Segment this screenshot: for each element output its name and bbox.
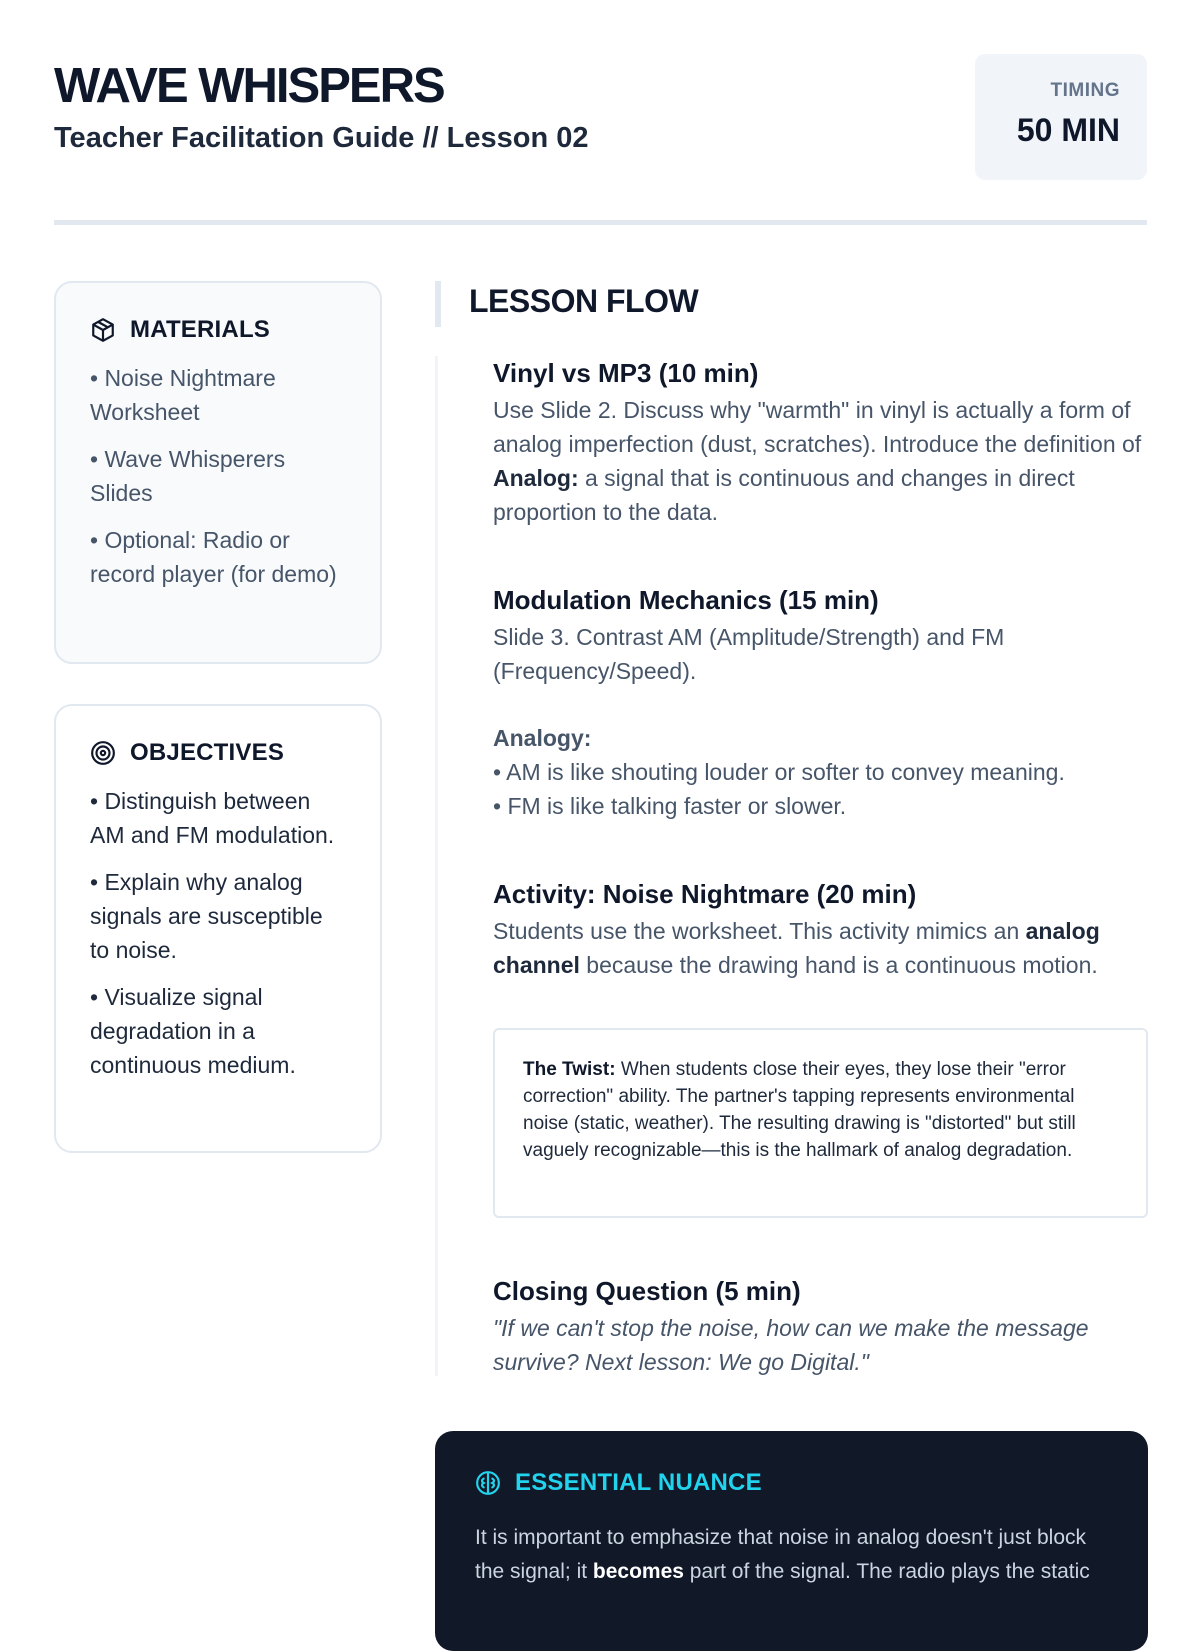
target-icon	[90, 740, 116, 766]
step-body	[493, 914, 1148, 982]
materials-header	[90, 315, 348, 345]
nuance-body	[475, 1521, 1108, 1589]
nuance-title: ESSENTIAL NUANCE	[515, 1469, 762, 1496]
essential-nuance-card	[435, 1431, 1148, 1651]
nuance-body-emphasis: becomes	[592, 1560, 684, 1583]
materials-list	[90, 361, 348, 591]
twist-callout	[493, 1028, 1148, 1218]
analogy-item: • AM is like shouting louder or softer to convey meaning.	[493, 759, 1065, 785]
objectives-card	[54, 704, 382, 1153]
analogy-item: • FM is like talking faster or slower.	[493, 793, 847, 819]
list-item: • Visualize signal degradation in a continuous medium.	[90, 984, 296, 1078]
list-item: • Explain why analog signals are susceptible to noise.	[90, 869, 323, 963]
timeline-line	[435, 356, 438, 1376]
objectives-header	[90, 738, 348, 768]
step-body-emphasis: analog channel	[493, 918, 1100, 978]
list-item: • Optional: Radio or record player (for demo)	[90, 527, 337, 587]
step-body: Slide 3. Contrast AM (Amplitude/Strength) and FM (Frequency/Speed).	[493, 624, 1005, 684]
nuance-body-text: It is important to emphasize that noise in analog doesn't just block the signal; it	[475, 1526, 1087, 1583]
page-subtitle: Teacher Facilitation Guide // Lesson 02	[54, 122, 589, 154]
step-vinyl-vs-mp3	[493, 355, 1148, 529]
closing-quote: "If we can't stop the noise, how can we make the message survive? Next lesson: We go Digital."	[493, 1315, 1089, 1375]
brain-icon	[475, 1470, 501, 1496]
materials-title: MATERIALS	[130, 316, 271, 343]
timing-badge	[975, 54, 1147, 180]
step-body-text: a signal that is continuous and changes in direct proportion to the data.	[493, 465, 1075, 525]
nuance-body-text: part of the signal. The radio plays the static	[683, 1560, 1090, 1583]
step-title: Modulation Mechanics (15 min)	[493, 585, 879, 615]
step-body	[493, 393, 1148, 529]
twist-label: The Twist:	[523, 1059, 616, 1080]
step-title: Vinyl vs MP3 (10 min)	[493, 358, 759, 388]
box-icon	[90, 317, 116, 343]
objectives-list	[90, 784, 348, 1082]
step-modulation-mechanics	[493, 582, 1148, 823]
step-title: Closing Question (5 min)	[493, 1276, 801, 1306]
step-title: Activity: Noise Nightmare (20 min)	[493, 879, 917, 909]
analogy-label: Analogy:	[493, 725, 592, 751]
step-body-emphasis: Analog:	[493, 465, 579, 491]
nuance-header	[475, 1469, 1108, 1497]
list-item: • Noise Nightmare Worksheet	[90, 365, 276, 425]
timing-value: 50 MIN	[1016, 112, 1120, 148]
materials-card	[54, 281, 382, 664]
timing-label: TIMING	[1050, 80, 1120, 101]
page-header	[54, 52, 1147, 232]
twist-text: When students close their eyes, they lose their "error correction" ability. The partner's tapping represents environmental noise (static, weather). The resulting drawing is "distorted" but still vaguely recognizable—this is the hallmark of analog degradation.	[523, 1059, 1076, 1161]
objectives-title: OBJECTIVES	[130, 739, 285, 766]
lesson-flow-title: LESSON FLOW	[469, 283, 699, 319]
page-title: WAVE WHISPERS	[54, 59, 444, 113]
step-body-text: Students use the worksheet. This activity mimics an	[493, 918, 1026, 944]
lesson-flow-accent-bar	[435, 281, 441, 327]
step-noise-nightmare	[493, 876, 1148, 982]
header-divider	[54, 220, 1147, 225]
step-body-text: Use Slide 2. Discuss why "warmth" in vinyl is actually a form of analog imperfection (dust, scratches). Introduce the definition of	[493, 397, 1142, 457]
list-item: • Distinguish between AM and FM modulation.	[90, 788, 335, 848]
step-closing-question	[493, 1273, 1148, 1379]
list-item: • Wave Whisperers Slides	[90, 446, 286, 506]
step-body-text: because the drawing hand is a continuous motion.	[579, 952, 1098, 978]
analogy-block	[493, 721, 1148, 823]
